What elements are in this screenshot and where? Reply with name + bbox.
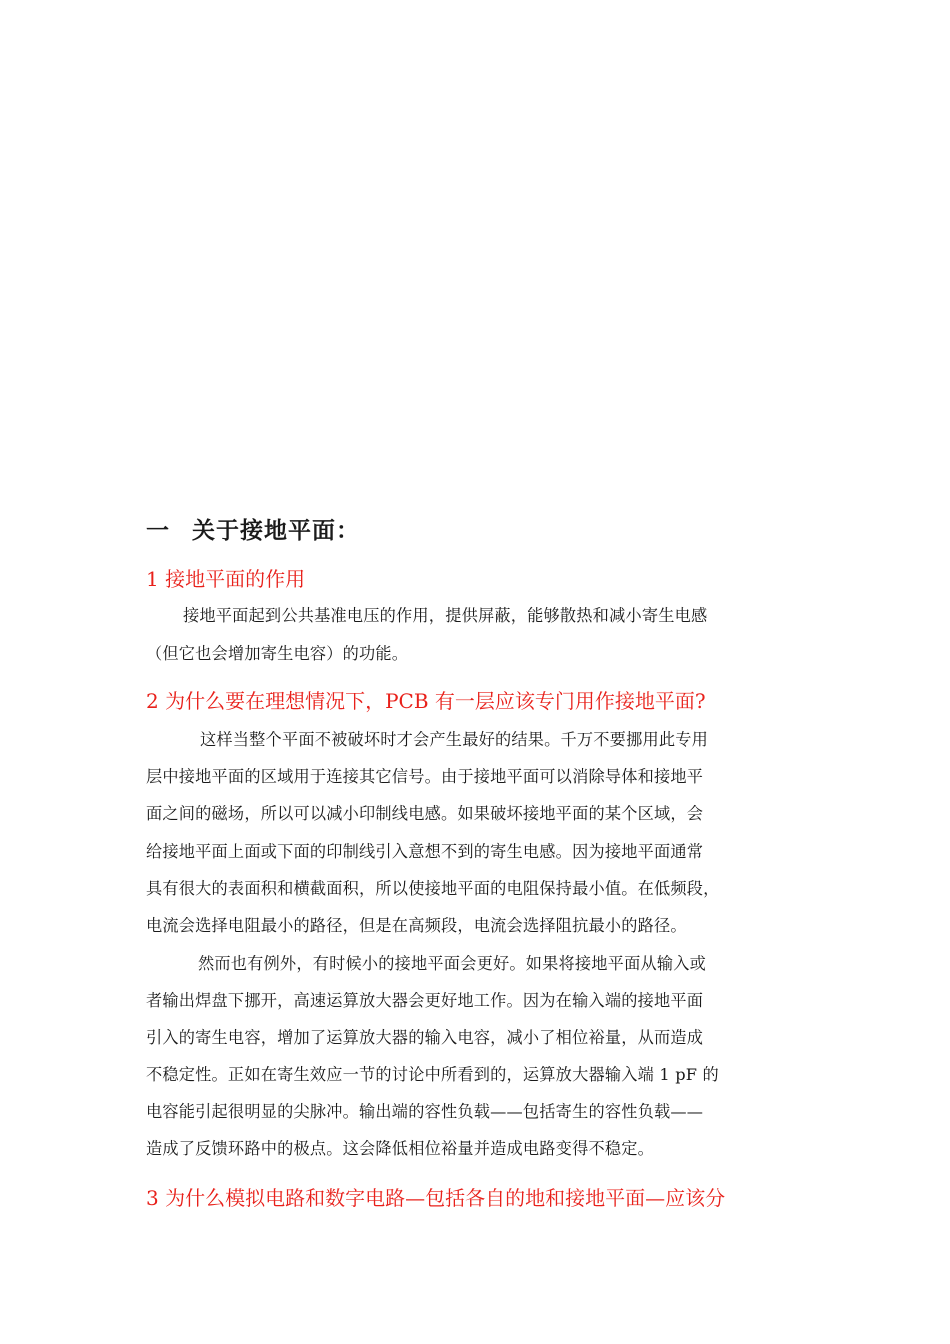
paragraph-line: 层中接地平面的区域用于连接其它信号。由于接地平面可以消除导体和接地平 xyxy=(146,767,704,786)
section-heading xyxy=(146,512,360,545)
paragraph-line: 这样当整个平面不被破坏时才会产生最好的结果。千万不要挪用此专用 xyxy=(200,730,709,749)
paragraph-line: 电容能引起很明显的尖脉冲。输出端的容性负载——包括寄生的容性负载—— xyxy=(146,1102,704,1121)
paragraph-line: （但它也会增加寄生电容）的功能。 xyxy=(146,644,409,663)
paragraph-line: 然而也有例外，有时候小的接地平面会更好。如果将接地平面从输入或 xyxy=(198,954,707,973)
subsection-heading-1: 1 接地平面的作用 xyxy=(146,567,306,591)
paragraph-line: 造成了反馈环路中的极点。这会降低相位裕量并造成电路变得不稳定。 xyxy=(146,1139,655,1158)
paragraph-line: 电流会选择电阻最小的路径，但是在高频段，电流会选择阻抗最小的路径。 xyxy=(146,916,687,935)
subsection-heading-2: 2 为什么要在理想情况下，PCB 有一层应该专门用作接地平面? xyxy=(146,689,706,713)
section-title: 关于接地平面： xyxy=(192,517,360,544)
subsection-heading-3: 3 为什么模拟电路和数字电路—包括各自的地和接地平面—应该分 xyxy=(146,1186,726,1210)
paragraph-line: 引入的寄生电容，增加了运算放大器的输入电容，减小了相位裕量，从而造成 xyxy=(146,1028,704,1047)
paragraph-line: 接地平面起到公共基准电压的作用，提供屏蔽，能够散热和减小寄生电感 xyxy=(183,606,708,625)
section-number: 一 xyxy=(146,517,170,544)
paragraph-line: 者输出焊盘下挪开，高速运算放大器会更好地工作。因为在输入端的接地平面 xyxy=(146,991,704,1010)
paragraph-line: 给接地平面上面或下面的印制线引入意想不到的寄生电感。因为接地平面通常 xyxy=(146,842,704,861)
paragraph-line: 面之间的磁场，所以可以减小印制线电感。如果破坏接地平面的某个区域，会 xyxy=(146,804,704,823)
paragraph-line: 不稳定性。正如在寄生效应一节的讨论中所看到的，运算放大器输入端 1 pF 的 xyxy=(146,1065,719,1084)
paragraph-line: 具有很大的表面积和横截面积，所以使接地平面的电阻保持最小值。在低频段， xyxy=(146,879,720,898)
